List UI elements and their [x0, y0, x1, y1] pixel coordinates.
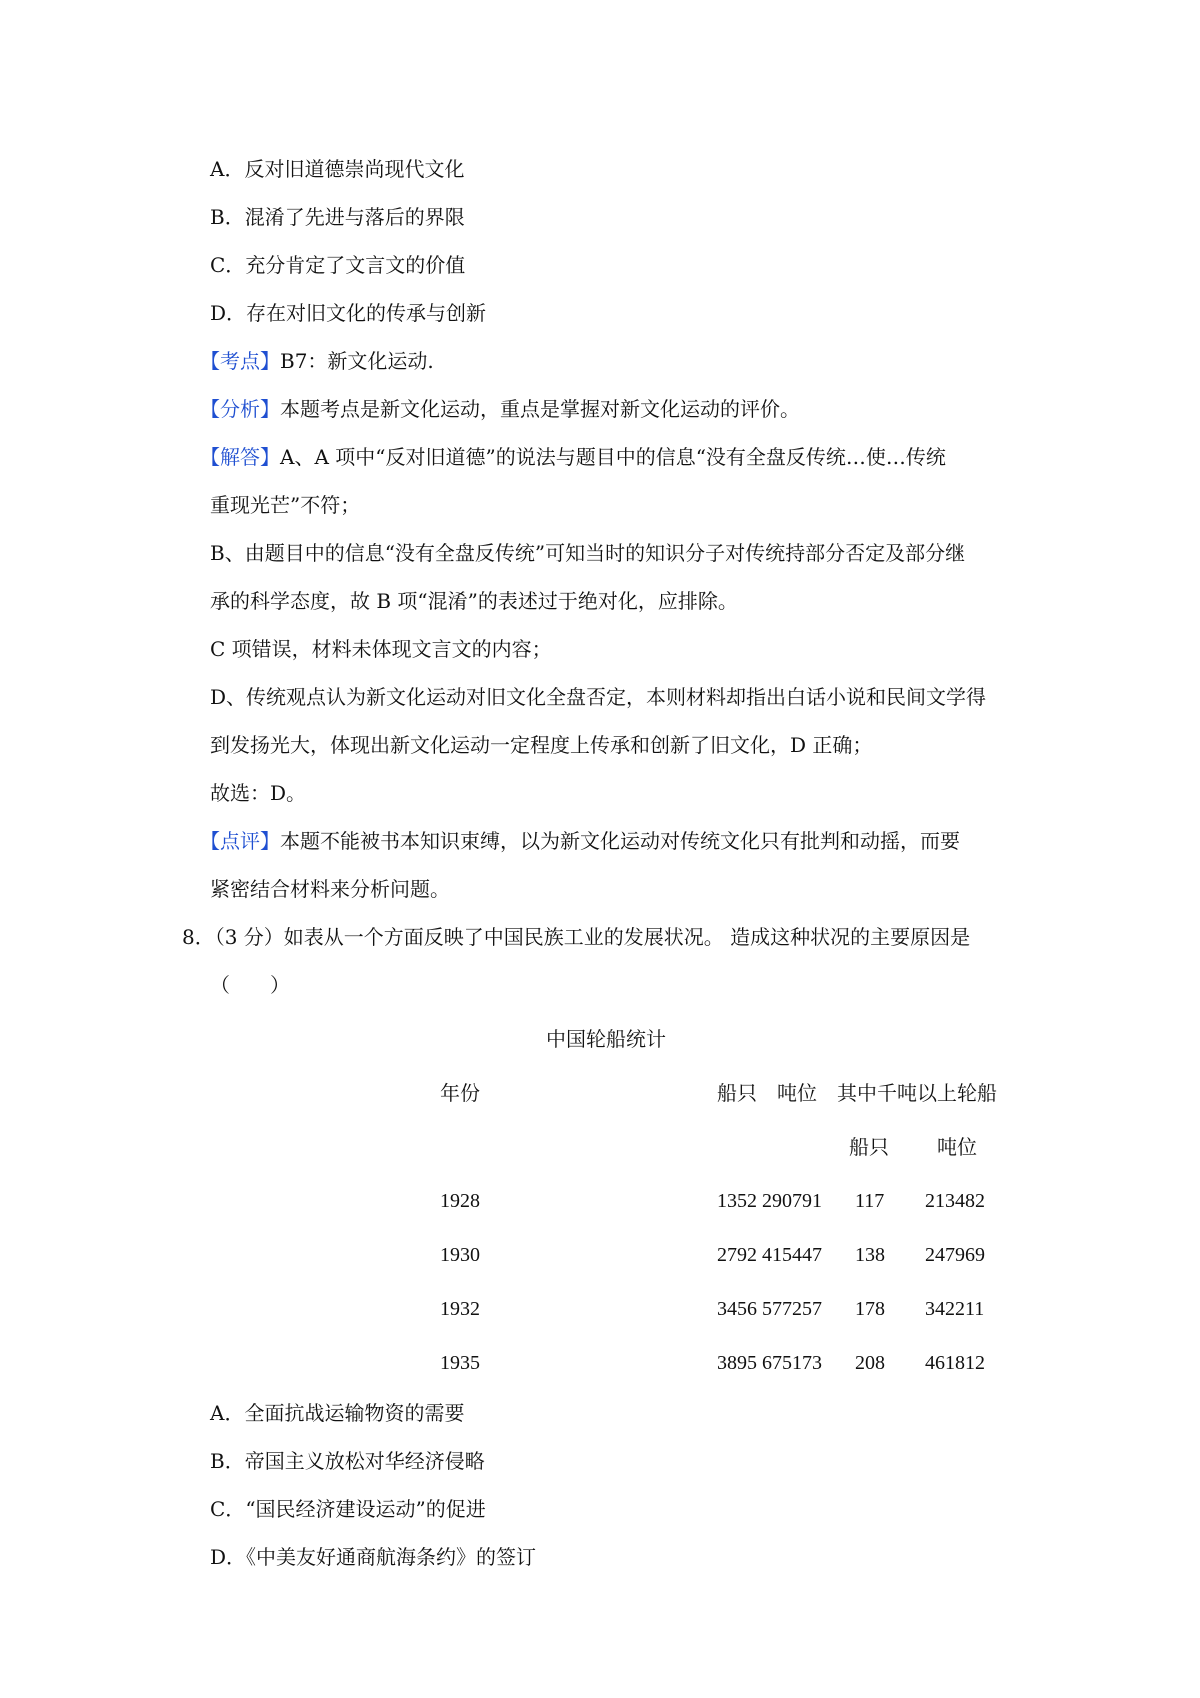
cell-big-ships: 138: [855, 1244, 885, 1266]
cell-year: 1935: [440, 1352, 480, 1374]
option-text: 混淆了先进与落后的界限: [244, 205, 465, 229]
option-label: A．: [210, 1401, 245, 1425]
option-c: [210, 250, 465, 280]
jieda-line-2: 重现光芒”不符；: [210, 493, 361, 517]
kaodian-tag: 【考点】: [200, 349, 280, 373]
cell-year: 1932: [440, 1298, 480, 1320]
jieda-line-4: 承的科学态度，故 B 项“混淆”的表述过于绝对化，应排除。: [210, 589, 738, 613]
option-text: 帝国主义放松对华经济侵略: [244, 1449, 485, 1473]
cell-big-ships: 178: [855, 1298, 885, 1320]
dianping-text: 本题不能被书本知识束缚，以为新文化运动对传统文化只有批判和动摇，而要: [280, 829, 960, 853]
jieda-line-3: B、由题目中的信息“没有全盘反传统”可知当时的知识分子对传统持部分否定及部分继: [210, 541, 966, 565]
q8-option-b: [210, 1446, 485, 1476]
cell-ships-tons: 3895 675173: [717, 1352, 822, 1374]
cell-big-tons: 213482: [925, 1190, 985, 1212]
option-label: A．: [210, 157, 245, 181]
option-text: “国民经济建设运动”的促进: [245, 1497, 486, 1521]
option-b: [210, 202, 465, 232]
cell-year: 1928: [440, 1190, 480, 1212]
jieda-line-1: [200, 442, 946, 472]
option-label: C．: [210, 253, 246, 277]
fenxi-text: 本题考点是新文化运动，重点是掌握对新文化运动的评价。: [280, 397, 800, 421]
cell-big-tons: 461812: [925, 1352, 985, 1374]
q8-option-c: [210, 1494, 486, 1524]
option-label: D．: [210, 301, 247, 325]
subheader-ships: 船只: [849, 1135, 889, 1159]
fenxi-tag: 【分析】: [200, 397, 280, 421]
kaodian-text: B7：新文化运动.: [280, 349, 434, 373]
cell-big-ships: 208: [855, 1352, 885, 1374]
cell-big-tons: 342211: [925, 1298, 985, 1320]
option-text: 充分肯定了文言文的价值: [245, 253, 466, 277]
jieda-text: A、A 项中“反对旧道德”的说法与题目中的信息“没有全盘反传统…使…传统: [280, 445, 946, 469]
dianping-line-1: [200, 826, 960, 856]
option-text: 反对旧道德崇尚现代文化: [244, 157, 465, 181]
option-label: C．: [210, 1497, 246, 1521]
option-d: [210, 298, 486, 328]
fenxi-line: [200, 394, 800, 424]
table-title: 中国轮船统计: [546, 1027, 666, 1051]
question-8-stem: 8．（3 分）如表从一个方面反映了中国民族工业的发展状况。 造成这种状况的主要原因是: [182, 925, 971, 949]
option-label: D．: [210, 1545, 247, 1569]
kaodian-line: [200, 346, 434, 376]
cell-ships-tons: 1352 290791: [717, 1190, 822, 1212]
option-a: [210, 154, 464, 184]
option-text: 全面抗战运输物资的需要: [244, 1401, 465, 1425]
option-label: B．: [210, 1449, 245, 1473]
cell-ships-tons: 2792 415447: [717, 1244, 822, 1266]
jieda-line-6: D、传统观点认为新文化运动对旧文化全盘否定，本则材料却指出白话小说和民间文学得: [210, 685, 987, 709]
dianping-line-2: 紧密结合材料来分析问题。: [210, 877, 450, 901]
header-year: 年份: [440, 1081, 480, 1105]
header-main: 船只 吨位 其中千吨以上轮船: [717, 1081, 997, 1105]
cell-ships-tons: 3456 577257: [717, 1298, 822, 1320]
subheader-tons: 吨位: [937, 1135, 977, 1159]
jieda-line-5: C 项错误，材料未体现文言文的内容；: [210, 637, 552, 661]
cell-big-ships: 117: [855, 1190, 885, 1212]
option-text: 《中美友好通商航海条约》的签订: [246, 1545, 537, 1569]
answer-blank: （ ）: [210, 973, 290, 997]
jieda-tag: 【解答】: [200, 445, 280, 469]
cell-big-tons: 247969: [925, 1244, 985, 1266]
cell-year: 1930: [440, 1244, 480, 1266]
option-label: B．: [210, 205, 245, 229]
dianping-tag: 【点评】: [200, 829, 280, 853]
jieda-line-7: 到发扬光大，体现出新文化运动一定程度上传承和创新了旧文化，D 正确；: [210, 733, 873, 757]
jieda-line-8: 故选：D。: [210, 781, 307, 805]
option-text: 存在对旧文化的传承与创新: [246, 301, 487, 325]
q8-option-a: [210, 1398, 464, 1428]
q8-option-d: [210, 1542, 536, 1572]
